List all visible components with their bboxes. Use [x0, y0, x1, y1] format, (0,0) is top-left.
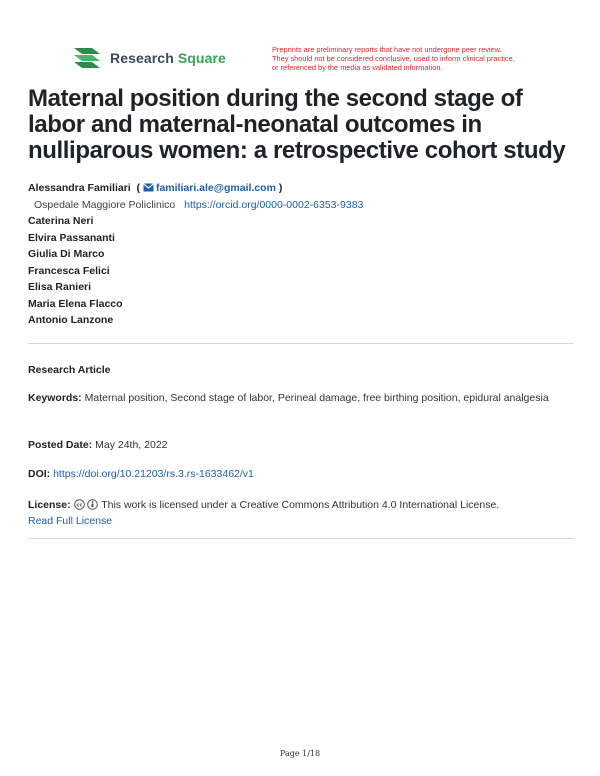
author-list [28, 180, 576, 329]
license [28, 497, 558, 529]
section-divider [28, 343, 574, 344]
corresponding-author-name: Alessandra Familiari [28, 182, 131, 194]
posted-date-value: May 24th, 2022 [95, 439, 168, 451]
author-name: Caterina Neri [28, 215, 94, 227]
author-name: Elvira Passananti [28, 231, 115, 244]
author-name: Maria Elena Flacco [28, 297, 123, 310]
section-divider [28, 538, 574, 539]
keywords-label: Keywords: [28, 392, 82, 404]
author-name: Elisa Ranieri [28, 281, 92, 293]
doi [28, 466, 558, 482]
posted-date [28, 437, 558, 453]
keywords [28, 390, 558, 406]
doi-label: DOI: [28, 468, 51, 480]
research-square-logo[interactable] [72, 46, 226, 70]
license-text: This work is licensed under a Creative Commons Attribution 4.0 International License. [101, 499, 500, 511]
author-name: Antonio Lanzone [28, 314, 114, 326]
corresponding-author: Alessandra Familiari ( familiari.ale@gmail.com ) [28, 182, 283, 194]
page-number: Page 1/18 [279, 749, 321, 758]
doi-link[interactable]: https://doi.org/10.21203/rs.3.rs-1633462/v1 [53, 468, 254, 480]
research-square-logo-icon [72, 46, 102, 70]
svg-text:cc: cc [76, 502, 82, 509]
disclaimer-line: Preprints are preliminary reports that have not undergone peer review. [272, 45, 502, 54]
read-full-license-link[interactable]: Read Full License [28, 515, 113, 527]
author-email-link[interactable]: familiari.ale@gmail.com [155, 182, 276, 194]
author-name: Francesca Felici [28, 264, 110, 277]
creative-commons-icon [74, 499, 85, 510]
author-name: Giulia Di Marco [28, 248, 105, 260]
brand-name: Research Square [110, 50, 226, 66]
orcid-link[interactable]: https://orcid.org/0000-0002-6353-9383 [184, 198, 364, 211]
article-type: Research Article [28, 364, 111, 376]
disclaimer-line: They should not be considered conclusive, used to inform clinical practice, [272, 53, 515, 63]
author-affiliation [28, 197, 576, 214]
affiliation-name: Ospedale Maggiore Policlinico [34, 198, 176, 211]
keywords-value: Maternal position, Second stage of labor, Perineal damage, free birthing position, epidural analgesia [84, 392, 549, 404]
posted-date-label: Posted Date: [28, 439, 93, 451]
license-label: License: [28, 499, 71, 511]
attribution-icon [87, 499, 98, 510]
preprint-disclaimer [272, 46, 542, 72]
envelope-icon [143, 183, 154, 192]
disclaimer-line: or referenced by the media as validated information. [272, 62, 443, 72]
paper-title: Maternal position during the second stage of labor and maternal-neonatal outcomes in nulliparous women: a retrospective cohort study [28, 85, 566, 164]
